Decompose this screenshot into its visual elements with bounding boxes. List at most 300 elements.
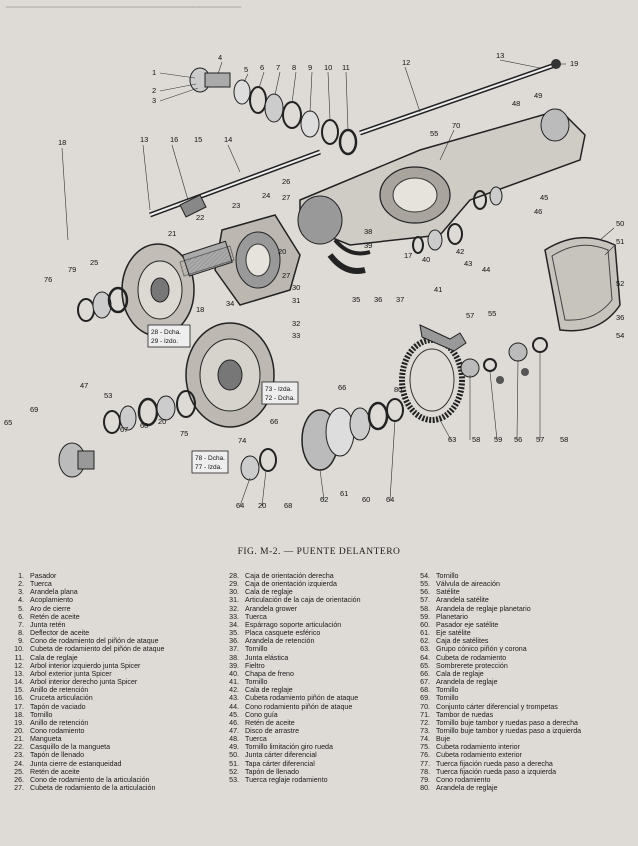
legend-item: [221, 662, 421, 670]
legend-item-text: Cono de rodamiento de la articulación: [30, 775, 150, 784]
legend-item-number: 56.: [420, 588, 430, 597]
legend-item-text: Articulación de la caja de orientación: [245, 596, 361, 605]
callout-18: 18: [58, 138, 67, 147]
figure-caption: FIG. M-2. — PUENTE DELANTERO: [237, 547, 401, 557]
callout-47: 47: [80, 381, 89, 390]
callout-25: 25: [90, 258, 99, 267]
legend-item: [412, 743, 638, 751]
legend-item: [221, 678, 421, 686]
legend-item-text: Junta retén: [30, 620, 66, 629]
callout-4: 4: [218, 53, 223, 62]
legend-item-text: Cono de rodamiento del piñón de ataque: [30, 637, 159, 646]
callout-32: 32: [292, 319, 301, 328]
legend-item-number: 40.: [229, 669, 239, 678]
legend-item: [412, 735, 638, 743]
legend-item-number: 43.: [229, 694, 239, 703]
callout-3: 3: [152, 96, 157, 105]
legend-item-text: Arbol interior derecho junta Spicer: [30, 678, 138, 687]
legend-item: [221, 670, 421, 678]
legend-item-number: 79.: [420, 775, 430, 784]
callout-36: 36: [374, 295, 383, 304]
callout-51: 51: [616, 237, 625, 246]
callout-23: 23: [232, 201, 241, 210]
legend-item: [412, 711, 638, 719]
legend-item-number: 34.: [229, 620, 239, 629]
legend-item-number: 52.: [229, 767, 239, 776]
callout-20c: 20: [258, 501, 267, 510]
legend-item: [221, 686, 421, 694]
legend-item-text: Disco de arrastre: [245, 726, 300, 735]
legend-item-number: 7.: [18, 620, 24, 629]
legend-item-text: Cono rodamiento piñón de ataque: [245, 702, 353, 711]
legend-item-number: 14.: [14, 678, 24, 687]
legend-item-text: Tuerca fijación rueda paso a derecha: [436, 759, 553, 768]
callout-27: 27: [282, 193, 291, 202]
legend-item: [6, 776, 206, 784]
legend-item: [6, 662, 206, 670]
legend-item: [221, 768, 421, 776]
callout-57b: 57: [536, 435, 545, 444]
legend-item-number: 8.: [18, 629, 24, 638]
legend-item-text: Cono guía: [245, 710, 278, 719]
callout-55b: 55: [488, 309, 497, 318]
callout-50: 50: [616, 219, 625, 228]
legend-item: [412, 751, 638, 759]
legend-item-number: 72.: [420, 718, 430, 727]
legend-item-number: 12.: [14, 661, 24, 670]
callout-63: 63: [448, 435, 457, 444]
legend-item: [412, 719, 638, 727]
bearings-left: [78, 288, 127, 321]
legend-column-1: [6, 572, 206, 792]
callout-35: 35: [352, 295, 361, 304]
legend-item-number: 2.: [18, 580, 24, 589]
legend-item-number: 38.: [229, 653, 239, 662]
differential-housing: [298, 109, 585, 245]
legend-item: [6, 621, 206, 629]
callout-68: 68: [284, 501, 293, 510]
legend-item-number: 58.: [420, 604, 430, 613]
legend-item-number: 25.: [14, 767, 24, 776]
legend-item: [412, 621, 638, 629]
legend-item-text: Aro de cierre: [30, 604, 71, 613]
legend-item: [412, 760, 638, 768]
legend-item-number: 80.: [420, 784, 430, 793]
legend-item: [412, 580, 638, 588]
callout-21: 21: [168, 229, 177, 238]
callout-33: 33: [292, 331, 301, 340]
legend-item: [6, 678, 206, 686]
legend-item: [221, 776, 421, 784]
callout-67: 67: [120, 425, 129, 434]
legend-item-text: Pasador eje satélite: [436, 620, 499, 629]
legend-item: [412, 678, 638, 686]
legend-item-number: 39.: [229, 661, 239, 670]
callout-11: 11: [342, 63, 350, 72]
callout-74: 74: [238, 436, 247, 445]
legend-item-text: Anillo de retención: [30, 718, 89, 727]
legend-item-number: 1.: [18, 572, 24, 580]
legend-item-text: Cono rodamiento: [436, 775, 491, 784]
legend-item-number: 10.: [14, 645, 24, 654]
legend-item-number: 59.: [420, 612, 430, 621]
callout-10: 10: [324, 63, 333, 72]
callout-5: 5: [244, 65, 249, 74]
legend-item-number: 55.: [420, 580, 430, 589]
legend-item: [221, 588, 421, 596]
crown-wheel: [402, 340, 462, 420]
legend-item-number: 77.: [420, 759, 430, 768]
legend-item: [221, 596, 421, 604]
legend-item-number: 30.: [229, 588, 239, 597]
legend-item-number: 17.: [14, 702, 24, 711]
legend-item-text: Planetario: [436, 612, 468, 621]
callout-30: 30: [292, 283, 301, 292]
callout-7: 7: [276, 63, 281, 72]
box-label-78: 78 - Dcha.: [195, 455, 225, 462]
legend-item-text: Retén de aceite: [30, 767, 80, 776]
callout-54: 54: [616, 331, 625, 340]
legend-item-number: 23.: [14, 751, 24, 760]
legend-item-text: Válvula de aireación: [436, 580, 500, 589]
legend-item-text: Tuerca: [245, 612, 267, 621]
legend-item-text: Tornillo: [436, 694, 459, 703]
legend-item: [221, 694, 421, 702]
legend-item: [412, 629, 638, 637]
box-label-29: 29 - Izdo.: [151, 338, 179, 345]
legend-item-number: 4.: [18, 596, 24, 605]
legend-item-number: 45.: [229, 710, 239, 719]
callout-24: 24: [262, 191, 271, 200]
legend-item-text: Deflector de aceite: [30, 629, 90, 638]
legend-item-number: 61.: [420, 629, 430, 638]
box-label-72: 72 - Dcha.: [265, 395, 295, 402]
legend-item: [6, 719, 206, 727]
legend-item-number: 63.: [420, 645, 430, 654]
legend-item: [6, 768, 206, 776]
callout-61: 61: [340, 489, 349, 498]
callout-57: 57: [466, 311, 475, 320]
legend-item-number: 19.: [14, 718, 24, 727]
callout-14: 14: [224, 135, 233, 144]
legend-item-text: Cala de reglaje: [30, 653, 78, 662]
legend-item-number: 6.: [18, 612, 24, 621]
legend-item-text: Arandela de reglaje planetario: [436, 604, 531, 613]
legend-item-number: 69.: [420, 694, 430, 703]
legend-item: [412, 784, 638, 792]
callout-27b: 27: [282, 271, 291, 280]
callout-38: 38: [364, 227, 373, 236]
legend-item-number: 37.: [229, 645, 239, 654]
callout-66b: 66: [338, 383, 347, 392]
legend-item-text: Tuerca reglaje rodamiento: [245, 775, 328, 784]
callout-19: 19: [570, 59, 579, 68]
legend-column-3: [412, 572, 638, 792]
legend-item: [412, 694, 638, 702]
legend-item: [6, 760, 206, 768]
legend-item-number: 78.: [420, 767, 430, 776]
callout-6: 6: [260, 63, 265, 72]
legend-item-text: Caja de orientación derecha: [245, 572, 334, 580]
legend-item-text: Casquillo de la mangueta: [30, 743, 111, 752]
legend-item: [6, 670, 206, 678]
callout-9: 9: [308, 63, 313, 72]
legend-item-number: 5.: [18, 604, 24, 613]
callout-12: 12: [402, 58, 411, 67]
legend-item-text: Grupo cónico piñón y corona: [436, 645, 527, 654]
bearings-lower-left: [104, 391, 195, 433]
legend-item: [6, 703, 206, 711]
legend-item-text: Arbol interior izquierdo junta Spicer: [30, 661, 141, 670]
callout-69: 69: [30, 405, 39, 414]
legend-item: [412, 605, 638, 613]
legend-item: [6, 580, 206, 588]
callout-20b: 20: [158, 417, 167, 426]
legend-item: [412, 654, 638, 662]
legend-item: [6, 727, 206, 735]
legend-item-text: Pasador: [30, 572, 57, 580]
legend-item: [221, 613, 421, 621]
legend-item-number: 70.: [420, 702, 430, 711]
callout-64b: 64: [386, 495, 395, 504]
legend-item-text: Arbol exterior junta Spicer: [30, 669, 112, 678]
legend-item-text: Tapón de llenado: [245, 767, 300, 776]
legend-item-number: 54.: [420, 572, 430, 580]
legend-item-text: Tornillo: [30, 710, 53, 719]
legend-item-text: Cubeta rodamiento exterior: [436, 751, 522, 760]
callout-59: 59: [494, 435, 503, 444]
legend-item-text: Arandela satélite: [436, 596, 489, 605]
legend-item: [6, 645, 206, 653]
legend-item-number: 60.: [420, 620, 430, 629]
legend-item-text: Cubeta rodamiento piñón de ataque: [245, 694, 359, 703]
bleed-through-texture: ▔▔▔▔▔▔▔▔▔▔▔▔▔▔▔▔▔▔▔▔▔▔▔▔▔▔▔▔▔▔▔▔▔▔: [6, 7, 242, 17]
legend-item-number: 20.: [14, 726, 24, 735]
legend-item-text: Cubeta de rodamiento del piñón de ataque: [30, 645, 165, 654]
callout-60b: 60: [362, 495, 371, 504]
callout-48: 48: [512, 99, 521, 108]
legend-item-text: Cubeta rodamiento interior: [436, 743, 520, 752]
legend-item: [6, 605, 206, 613]
legend-item-text: Tuerca: [30, 580, 52, 589]
legend-item-number: 75.: [420, 743, 430, 752]
legend-item: [221, 703, 421, 711]
legend-item-number: 21.: [14, 735, 24, 744]
callout-45: 45: [540, 193, 549, 202]
pinion-flange-assembly: [190, 68, 356, 154]
legend-item-number: 73.: [420, 726, 430, 735]
legend-item-text: Tuerca fijación rueda paso a izquierda: [436, 767, 557, 776]
callout-34: 34: [226, 299, 235, 308]
legend-item-number: 36.: [229, 637, 239, 646]
legend-item: [221, 580, 421, 588]
legend-item-number: 9.: [18, 637, 24, 646]
callout-80: 80: [394, 385, 403, 394]
legend-item-number: 41.: [229, 678, 239, 687]
legend-item: [221, 645, 421, 653]
legend-item: [412, 776, 638, 784]
legend-item-text: Tornillo limitación giro rueda: [245, 743, 333, 752]
legend-item-text: Cubeta de rodamiento: [436, 653, 507, 662]
legend-item-number: 50.: [229, 751, 239, 760]
legend-item-text: Cala de reglaje: [245, 588, 293, 597]
legend-item-number: 64.: [420, 653, 430, 662]
callout-1: 1: [152, 68, 157, 77]
legend-item: [412, 662, 638, 670]
legend-item-number: 31.: [229, 596, 239, 605]
legend-item-text: Anillo de retención: [30, 686, 89, 695]
callout-17: 17: [404, 251, 413, 260]
callout-70: 70: [452, 121, 461, 130]
legend-item: [6, 629, 206, 637]
legend-item: [412, 727, 638, 735]
legend-item: [221, 719, 421, 727]
legend-item-number: 27.: [14, 784, 24, 793]
legend-item-text: Cubeta de rodamiento de la articulación: [30, 784, 156, 793]
legend-item: [412, 588, 638, 596]
callout-65: 65: [4, 418, 13, 427]
box-label-73: 73 - Izda.: [265, 386, 293, 393]
callout-2: 2: [152, 86, 157, 95]
legend-item-text: Conjunto cárter diferencial y trompetas: [436, 702, 558, 711]
legend-item-text: Tornillo: [436, 572, 459, 580]
legend-item-text: Tambor de ruedas: [436, 710, 494, 719]
legend-item-text: Buje: [436, 735, 451, 744]
legend-item: [412, 637, 638, 645]
legend-item-number: 57.: [420, 596, 430, 605]
legend-item: [221, 743, 421, 751]
legend-item-text: Placa casquete esférico: [245, 629, 321, 638]
legend-item-text: Tornillo buje tambor y ruedas paso a izquierda: [436, 726, 582, 735]
legend-item: [412, 645, 638, 653]
legend-item-number: 32.: [229, 604, 239, 613]
legend-item-number: 51.: [229, 759, 239, 768]
legend-item-number: 15.: [14, 686, 24, 695]
legend-item: [221, 605, 421, 613]
callout-39: 39: [364, 241, 373, 250]
legend-item-text: Tapón de vaciado: [30, 702, 86, 711]
legend-item: [221, 629, 421, 637]
legend-item: [6, 686, 206, 694]
legend-item-number: 3.: [18, 588, 24, 597]
legend-item: [412, 670, 638, 678]
legend-item-number: 74.: [420, 735, 430, 744]
legend-item: [6, 637, 206, 645]
legend-item-text: Arandela de retención: [245, 637, 315, 646]
legend-item-text: Cruceta articulación: [30, 694, 93, 703]
legend-item-text: Cala de reglaje: [245, 686, 293, 695]
legend-item: [6, 751, 206, 759]
legend-item-number: 49.: [229, 743, 239, 752]
callout-60: 60: [140, 421, 149, 430]
legend-item-text: Tuerca: [245, 735, 267, 744]
callout-8: 8: [292, 63, 297, 72]
legend-item-text: Arandela de reglaje: [436, 784, 498, 793]
legend-item-text: Caja de satélites: [436, 637, 489, 646]
callout-56: 56: [514, 435, 523, 444]
box-label-28: 28 - Dcha.: [151, 329, 181, 336]
legend-item: [6, 711, 206, 719]
legend-item-number: 66.: [420, 669, 430, 678]
callout-66: 66: [270, 417, 279, 426]
callout-79: 79: [68, 265, 77, 274]
legend-item: [221, 637, 421, 645]
legend-item-text: Tornillo: [245, 678, 268, 687]
legend-item-text: Arandela grower: [245, 604, 298, 613]
differential-carrier: [241, 399, 403, 480]
legend-item: [221, 572, 421, 580]
legend-item: [6, 784, 206, 792]
legend-item-text: Satélite: [436, 588, 460, 597]
spider-gears: [461, 338, 547, 384]
box-label-77: 77 - Izda.: [195, 464, 223, 471]
legend-item-text: Tornillo buje tambor y ruedas paso a derecha: [436, 718, 578, 727]
legend-item: [221, 760, 421, 768]
legend-item: [221, 735, 421, 743]
legend-item-number: 53.: [229, 775, 239, 784]
legend-item-number: 68.: [420, 686, 430, 695]
legend-item-text: Arandela de reglaje: [436, 678, 498, 687]
legend-item-text: Cono rodamiento: [30, 726, 85, 735]
legend-item-text: Caja de orientación izquierda: [245, 580, 337, 589]
callout-46: 46: [534, 207, 543, 216]
callout-53: 53: [104, 391, 113, 400]
legend-item-number: 13.: [14, 669, 24, 678]
legend-item-number: 16.: [14, 694, 24, 703]
callout-15: 15: [194, 135, 203, 144]
legend-item-number: 67.: [420, 678, 430, 687]
legend-item-text: Acoplamiento: [30, 596, 73, 605]
legend-item: [221, 727, 421, 735]
legend-item: [221, 621, 421, 629]
legend-item-text: Cala de reglaje: [436, 669, 484, 678]
legend-item-number: 26.: [14, 775, 24, 784]
legend-item-text: Junta elástica: [245, 653, 289, 662]
legend-item: [6, 596, 206, 604]
callout-55: 55: [430, 129, 439, 138]
legend-item: [6, 588, 206, 596]
legend-item-text: Arandela plana: [30, 588, 78, 597]
legend-item: [6, 613, 206, 621]
callout-76: 76: [44, 275, 53, 284]
legend-item: [6, 743, 206, 751]
legend-item-text: Junta cárter diferencial: [245, 751, 317, 760]
callout-52: 52: [616, 279, 625, 288]
legend-item-text: Espárrago soporte articulación: [245, 620, 342, 629]
legend-item-number: 46.: [229, 718, 239, 727]
callout-13: 13: [496, 51, 505, 60]
legend-item-number: 76.: [420, 751, 430, 760]
callout-37: 37: [396, 295, 405, 304]
callout-49: 49: [534, 91, 543, 100]
legend-item-text: Chapa de freno: [245, 669, 294, 678]
callout-43: 43: [464, 259, 473, 268]
legend-item-text: Sombrerete protección: [436, 661, 508, 670]
legend-item-text: Tornillo: [436, 686, 459, 695]
callout-22: 22: [196, 213, 205, 222]
legend-item: [6, 694, 206, 702]
legend-item-number: 65.: [420, 661, 430, 670]
callout-42: 42: [456, 247, 465, 256]
legend-item: [6, 572, 206, 580]
legend-item-text: Tapa cárter diferencial: [245, 759, 315, 768]
legend-item-text: Retén de aceite: [30, 612, 80, 621]
legend-item-number: 35.: [229, 629, 239, 638]
legend-item-number: 22.: [14, 743, 24, 752]
legend-item: [412, 596, 638, 604]
legend-item: [412, 572, 638, 580]
legend-item-number: 48.: [229, 735, 239, 744]
